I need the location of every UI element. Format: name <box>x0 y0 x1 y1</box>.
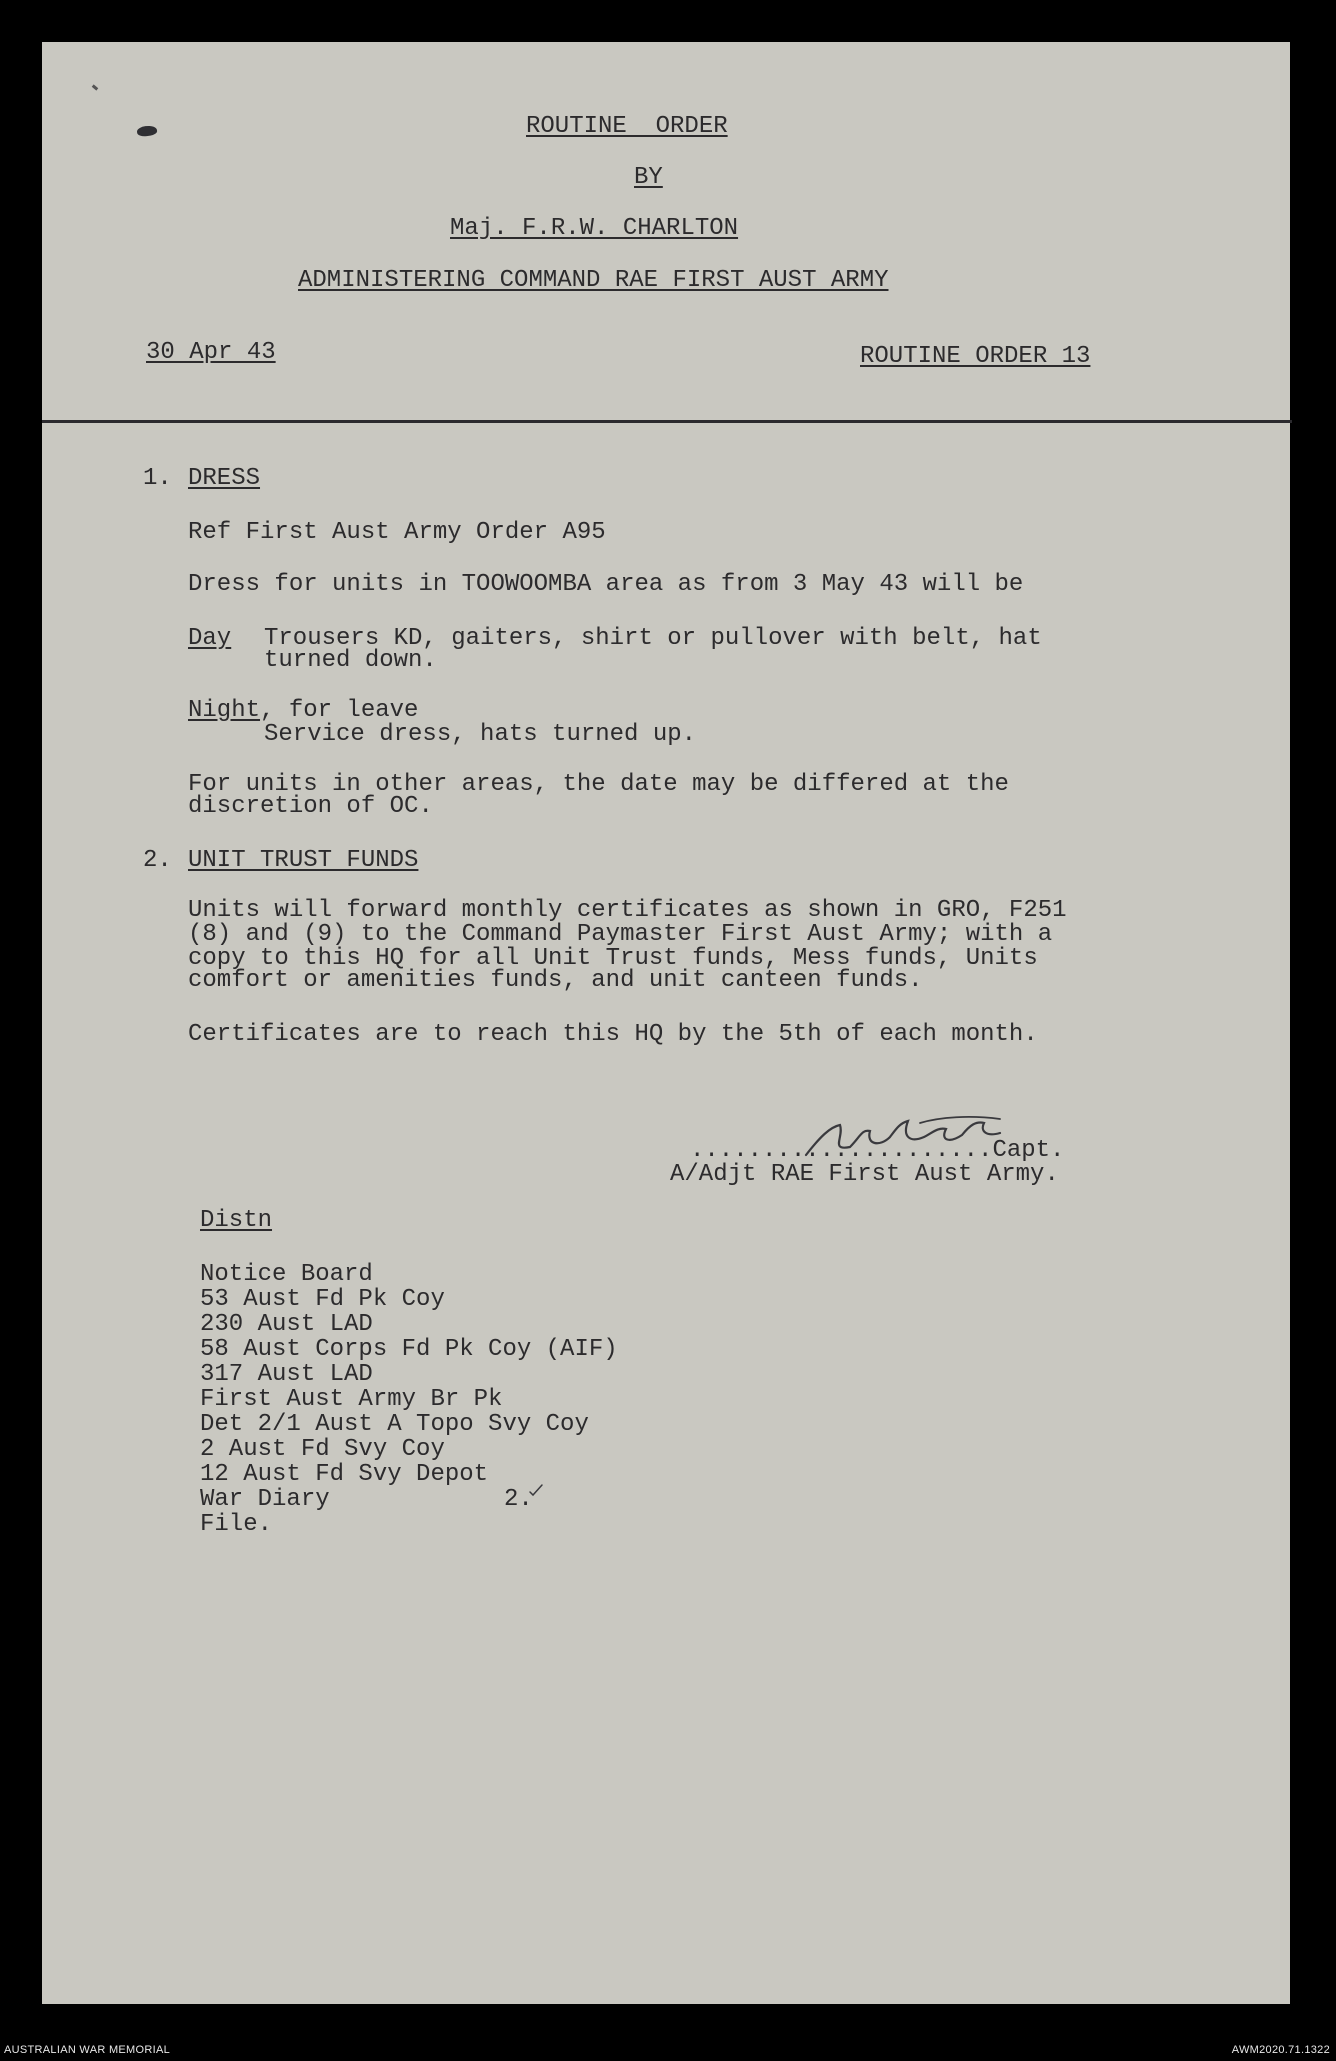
section1-title: DRESS <box>188 465 261 492</box>
war-diary-copies: 2. <box>504 1486 533 1513</box>
distribution-heading: Distn <box>200 1207 273 1234</box>
footer-accession-number: AWM2020.71.1322 <box>1231 2044 1330 2056</box>
funds-para2: Certificates are to reach this HQ by the 5th of each month. <box>188 1021 1038 1048</box>
document-sheet <box>42 42 1290 2004</box>
header-routine-order: ROUTINE ORDER <box>526 113 728 140</box>
list-item: 317 Aust LAD <box>200 1361 373 1388</box>
list-item: 53 Aust Fd Pk Coy <box>200 1286 445 1313</box>
day-label: Day <box>188 625 232 652</box>
list-item: War Diary <box>200 1486 330 1513</box>
day-text-line2: turned down. <box>264 647 437 674</box>
list-item: First Aust Army Br Pk <box>200 1386 503 1413</box>
signature-line: .....................Capt. <box>690 1137 1065 1164</box>
list-item: File. <box>200 1511 273 1538</box>
header-officer: Maj. F.R.W. CHARLTON <box>450 215 739 242</box>
punch-hole-mark <box>136 125 157 138</box>
list-item: 2 Aust Fd Svy Coy <box>200 1436 445 1463</box>
list-item: 12 Aust Fd Svy Depot <box>200 1461 489 1488</box>
other-areas-line1: For units in other areas, the date may be differed at the <box>188 771 1009 798</box>
section1-intro: Dress for units in TOOWOOMBA area as from 3 May 43 will be <box>188 571 1024 598</box>
night-suffix: , for leave <box>260 697 419 724</box>
header-by: BY <box>634 164 663 191</box>
footer-institution: AUSTRALIAN WAR MEMORIAL <box>4 2044 171 2056</box>
section2-number: 2. <box>143 847 172 874</box>
section2-title: UNIT TRUST FUNDS <box>188 847 419 874</box>
distribution-list <box>200 1262 618 1537</box>
section1-ref: Ref First Aust Army Order A95 <box>188 519 606 546</box>
night-label: Night <box>188 697 261 724</box>
signature-title: A/Adjt RAE First Aust Army. <box>670 1161 1059 1188</box>
funds-para-line3: copy to this HQ for all Unit Trust funds, Mess funds, Units <box>188 945 1038 972</box>
list-item: 58 Aust Corps Fd Pk Coy (AIF) <box>200 1336 618 1363</box>
other-areas-line2: discretion of OC. <box>188 793 433 820</box>
paper-mark <box>92 84 99 90</box>
day-text-line1: Trousers KD, gaiters, shirt or pullover with belt, hat <box>264 625 1042 652</box>
header-command: ADMINISTERING COMMAND RAE FIRST AUST ARMY <box>298 267 889 294</box>
funds-para-line4: comfort or amenities funds, and unit canteen funds. <box>188 967 923 994</box>
check-mark-icon <box>528 1482 544 1498</box>
order-date: 30 Apr 43 <box>146 339 276 366</box>
night-text: Service dress, hats turned up. <box>264 721 697 748</box>
order-number: ROUTINE ORDER 13 <box>860 343 1091 370</box>
funds-para-line2: (8) and (9) to the Command Paymaster First Aust Army; with a <box>188 921 1053 948</box>
list-item: Notice Board <box>200 1261 373 1288</box>
funds-para-line1: Units will forward monthly certificates as shown in GRO, F251 <box>188 897 1067 924</box>
header-divider <box>42 420 1292 423</box>
list-item: Det 2/1 Aust A Topo Svy Coy <box>200 1411 589 1438</box>
list-item: 230 Aust LAD <box>200 1311 373 1338</box>
section1-number: 1. <box>143 465 172 492</box>
